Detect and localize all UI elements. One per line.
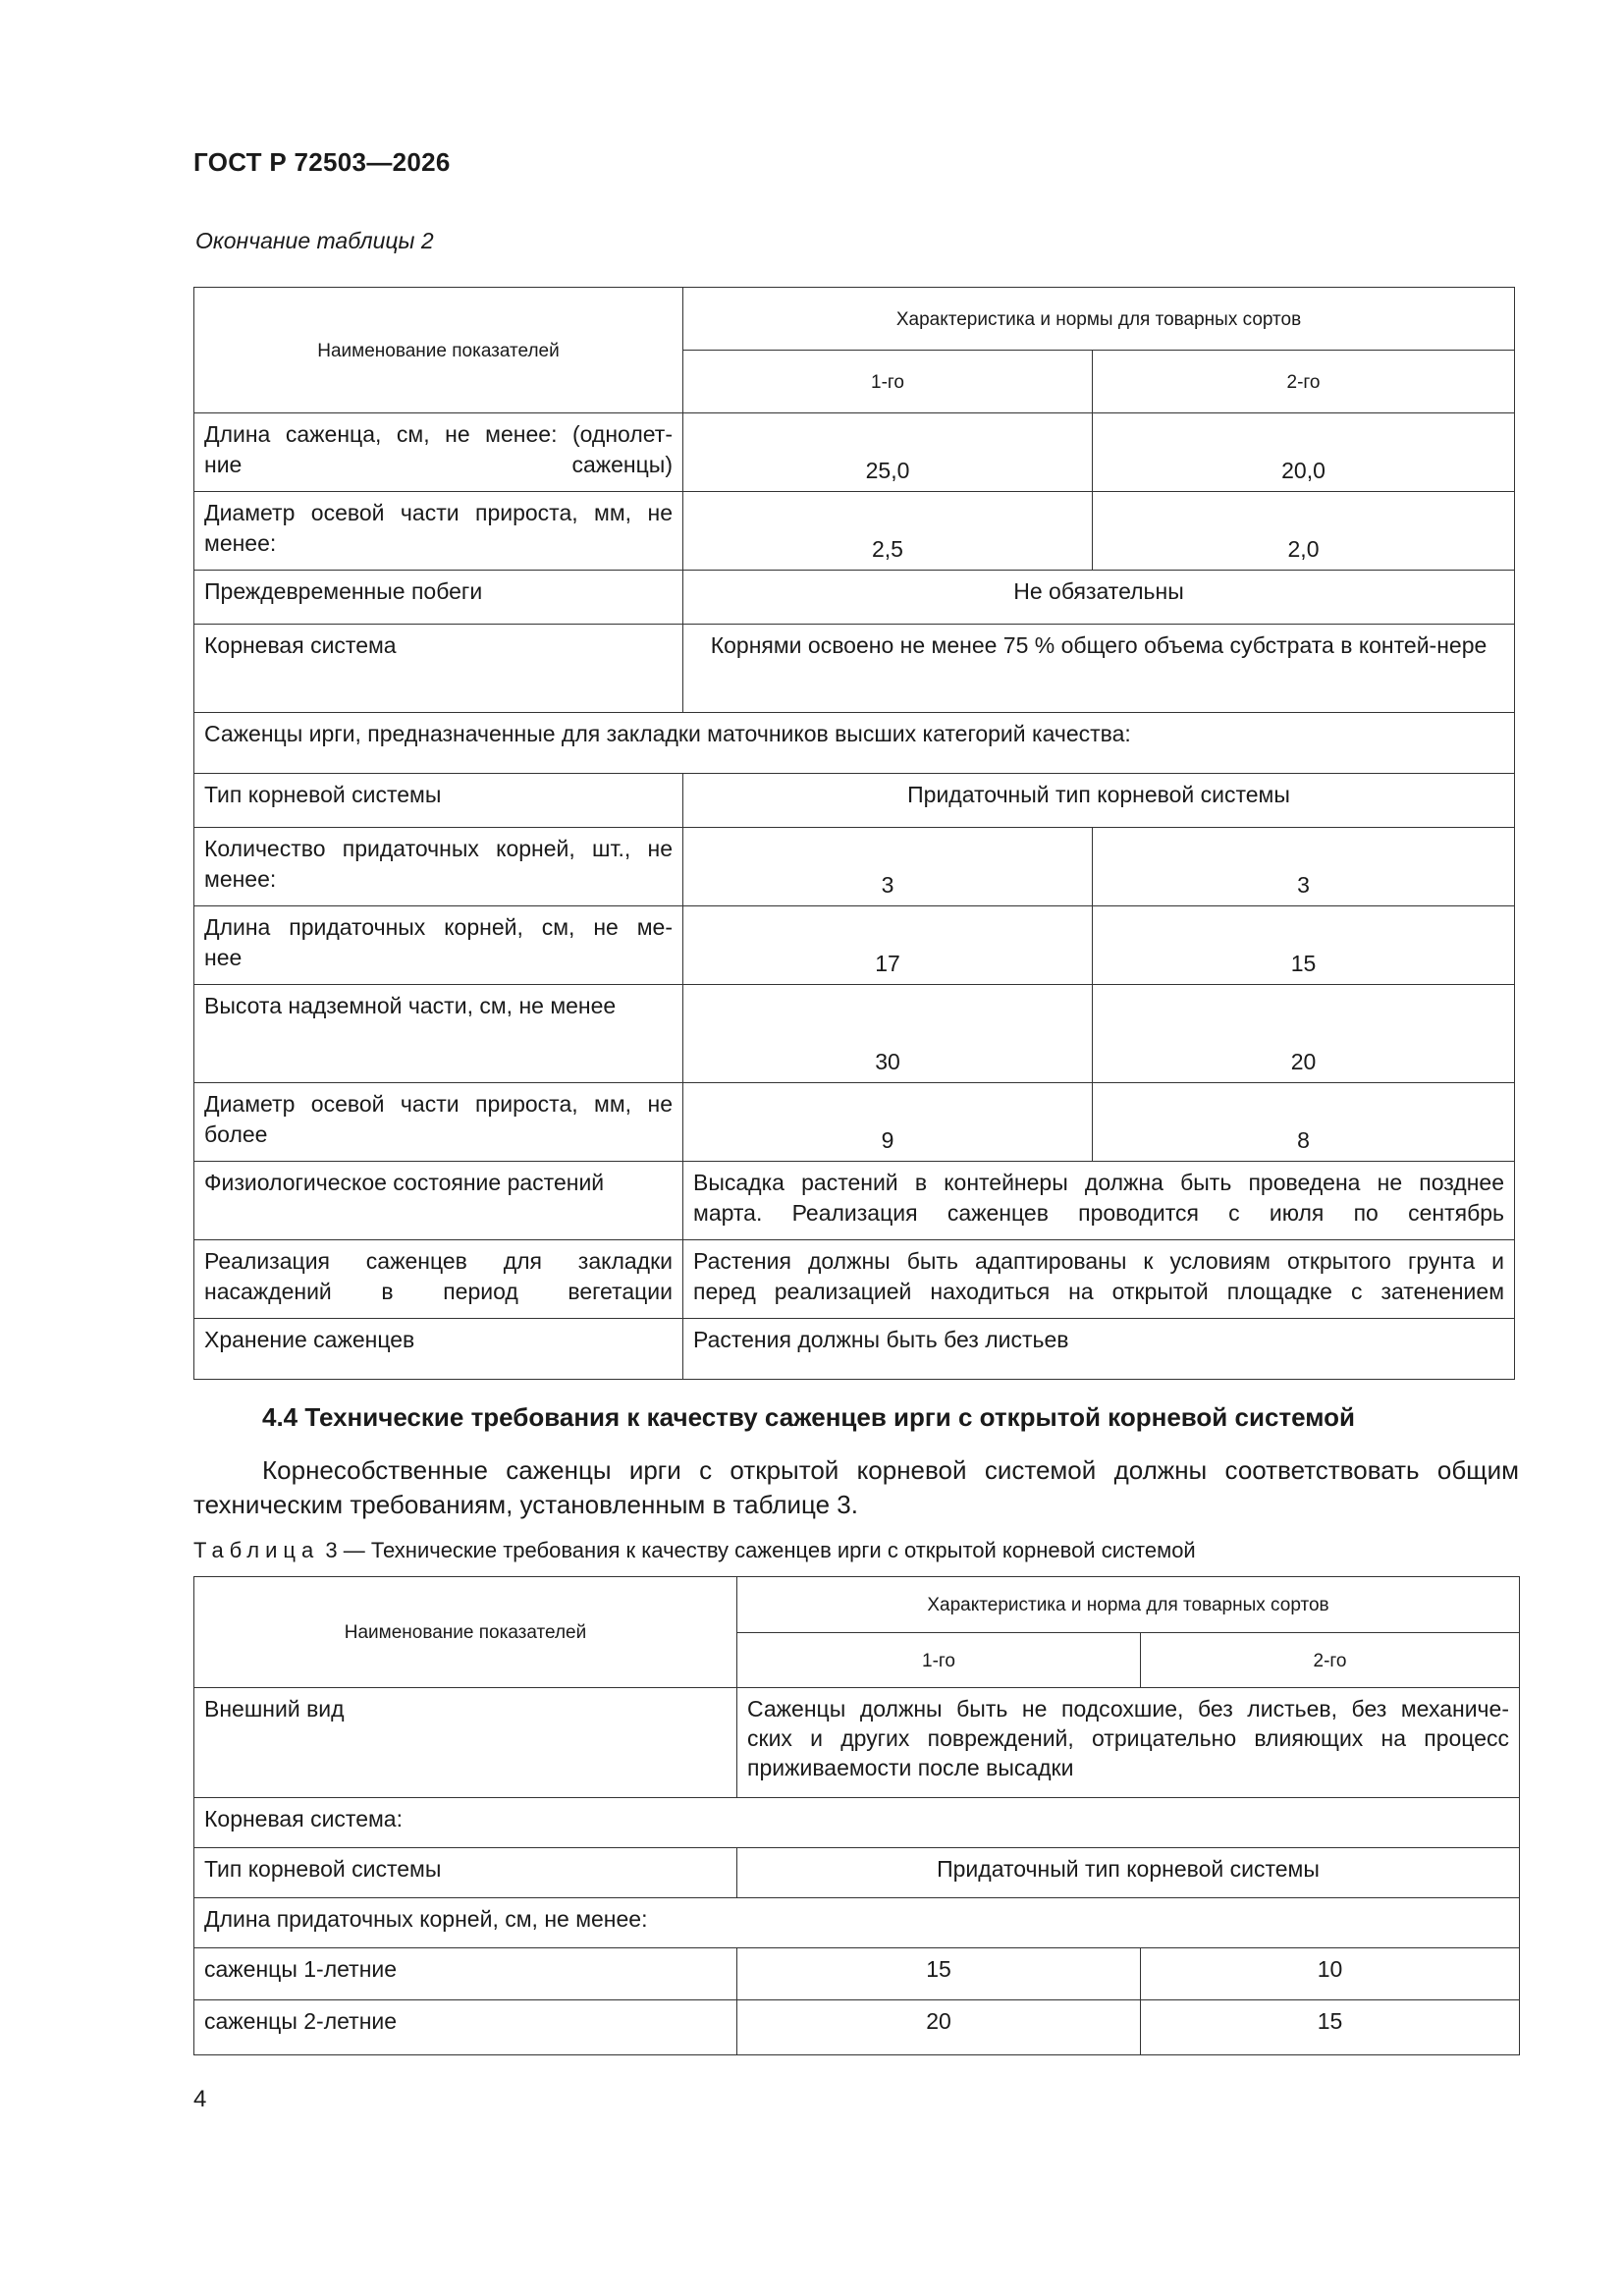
document-title: ГОСТ Р 72503—2026: [193, 147, 451, 177]
value-grade2: 2,0: [1093, 492, 1515, 571]
merged-value: Растения должны быть адаптированы к условиям открытого грунта и перед реализацией находиться на открытой площадке с затенением: [683, 1240, 1515, 1319]
table-row: [194, 413, 1515, 492]
table-row: [194, 492, 1515, 571]
value-grade2: 20,0: [1093, 413, 1515, 492]
table-row: [194, 1083, 1515, 1162]
table-row: [194, 906, 1515, 985]
row-label: саженцы 2-летние: [194, 2000, 737, 2055]
header-name-column: Наименование показателей: [194, 1577, 737, 1688]
value-grade2: 8: [1093, 1083, 1515, 1162]
row-label: Диаметр осевой части прироста, мм, не более: [194, 1083, 683, 1162]
header-grade1: 1-го: [737, 1633, 1141, 1688]
row-label: Тип корневой системы: [194, 774, 683, 828]
header-group: Характеристика и нормы для товарных сортов: [683, 288, 1515, 351]
merged-value: Корнями освоено не менее 75 % общего объема субстрата в контей-нере: [683, 625, 1515, 713]
header-grade2: 2-го: [1093, 351, 1515, 413]
row-label: Количество придаточных корней, шт., не менее:: [194, 828, 683, 906]
header-grade2: 2-го: [1141, 1633, 1520, 1688]
table-row: [194, 1240, 1515, 1319]
table-row: [194, 1898, 1520, 1948]
value-grade1: 15: [737, 1948, 1141, 2000]
table-row: [194, 1798, 1520, 1848]
value-grade1: 25,0: [683, 413, 1093, 492]
section-row: Саженцы ирги, предназначенные для закладки маточников высших категорий качества:: [194, 713, 1515, 774]
table-row: [194, 985, 1515, 1083]
table-3: [193, 1576, 1520, 2055]
table-row: [194, 1162, 1515, 1240]
table3-caption-text: 3 — Технические требования к качеству саженцев ирги с открытой корневой системой: [319, 1538, 1196, 1562]
row-label: Хранение саженцев: [194, 1319, 683, 1380]
table3-caption-label: Таблица: [193, 1538, 320, 1562]
value-grade1: 20: [737, 2000, 1141, 2055]
merged-value: Не обязательны: [683, 571, 1515, 625]
table2-caption: Окончание таблицы 2: [195, 228, 434, 253]
row-label: саженцы 1-летние: [194, 1948, 737, 2000]
row-label: Реализация саженцев для закладки насаждений в период вегетации: [194, 1240, 683, 1319]
table-row: [194, 2000, 1520, 2055]
value-grade1: 17: [683, 906, 1093, 985]
value-grade1: 9: [683, 1083, 1093, 1162]
value-grade2: 15: [1141, 2000, 1520, 2055]
row-label: Длина саженца, см, не менее: (однолет- ние саженцы): [194, 413, 683, 492]
value-grade2: 10: [1141, 1948, 1520, 2000]
header-group: Характеристика и норма для товарных сортов: [737, 1577, 1520, 1633]
value-grade1: 2,5: [683, 492, 1093, 571]
table-row: [194, 1688, 1520, 1798]
section-row: Корневая система:: [194, 1798, 1520, 1848]
row-label: Тип корневой системы: [194, 1848, 737, 1898]
value-grade2: 20: [1093, 985, 1515, 1083]
header-grade1: 1-го: [683, 351, 1093, 413]
row-label: Внешний вид: [194, 1688, 737, 1798]
value-grade1: 3: [683, 828, 1093, 906]
section-paragraph: Корнесобственные саженцы ирги с открытой корневой системой должны соответствовать общим техническим требованиям, установленным в таблице 3.: [193, 1455, 1519, 1519]
merged-value: Высадка растений в контейнеры должна быть проведена не позднее марта. Реализация саженцев проводится с июля по сентябрь: [683, 1162, 1515, 1240]
table-row: [194, 571, 1515, 625]
table-2: [193, 287, 1515, 1380]
table3-caption: [193, 1538, 1196, 1563]
merged-value: Саженцы должны быть не подсохшие, без листьев, без механиче- ских и других повреждений, отрицательно влияющих на процесс приживаемости после высадки: [737, 1688, 1520, 1798]
row-label: Корневая система: [194, 625, 683, 713]
value-grade1: 30: [683, 985, 1093, 1083]
row-label: Длина придаточных корней, см, не ме- нее: [194, 906, 683, 985]
row-label: Физиологическое состояние растений: [194, 1162, 683, 1240]
row-label: Преждевременные побеги: [194, 571, 683, 625]
table-row: [194, 713, 1515, 774]
page-number: 4: [193, 2086, 207, 2112]
header-name-column: Наименование показателей: [194, 288, 683, 413]
row-label: Высота надземной части, см, не менее: [194, 985, 683, 1083]
table-row: [194, 828, 1515, 906]
table-row: [194, 1319, 1515, 1380]
section-row: Длина придаточных корней, см, не менее:: [194, 1898, 1520, 1948]
table-row: [194, 774, 1515, 828]
merged-value: Придаточный тип корневой системы: [683, 774, 1515, 828]
merged-value: Растения должны быть без листьев: [683, 1319, 1515, 1380]
value-grade2: 15: [1093, 906, 1515, 985]
value-grade2: 3: [1093, 828, 1515, 906]
section-heading: 4.4 Технические требования к качеству саженцев ирги с открытой корневой системой: [262, 1402, 1356, 1432]
row-label: Диаметр осевой части прироста, мм, не менее:: [194, 492, 683, 571]
table-row: [194, 1848, 1520, 1898]
table-row: [194, 625, 1515, 713]
table-row: [194, 1948, 1520, 2000]
merged-value: Придаточный тип корневой системы: [737, 1848, 1520, 1898]
